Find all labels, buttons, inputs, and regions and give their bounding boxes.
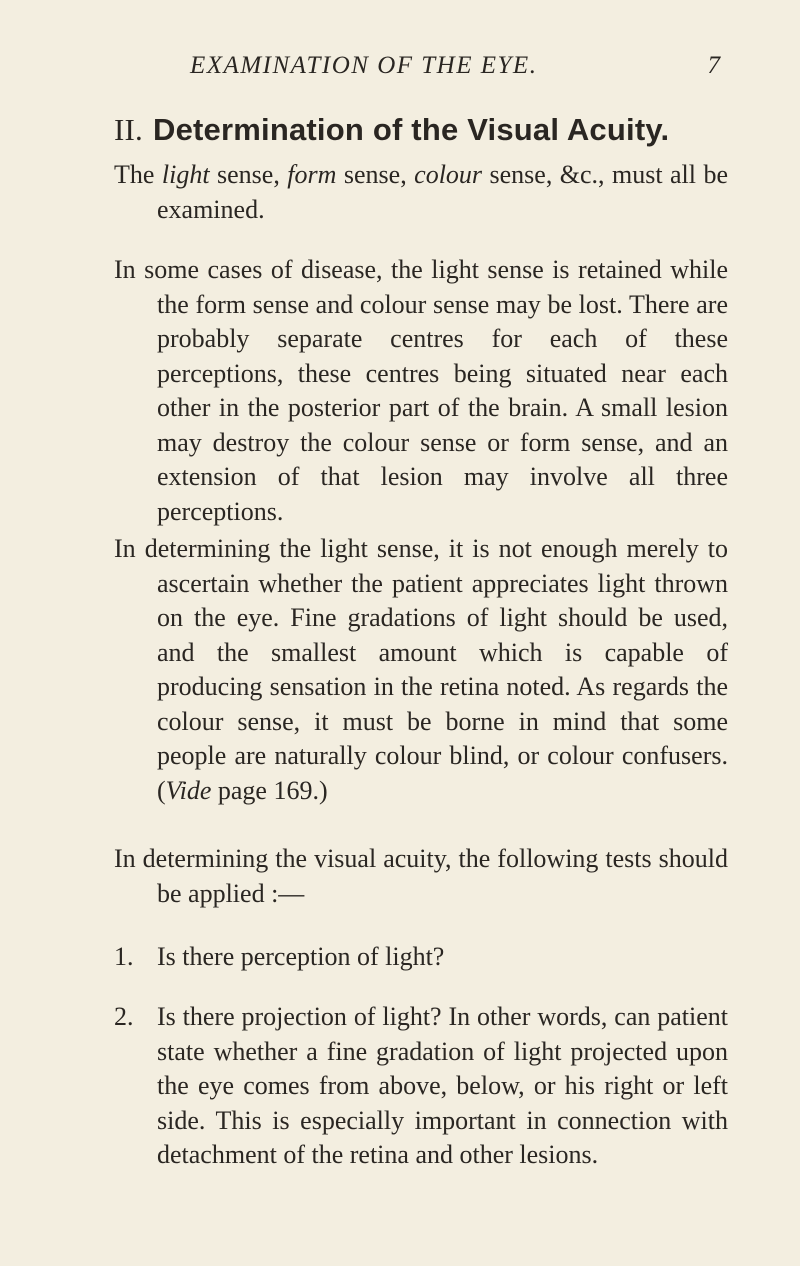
- list-text: Is there perception of light?: [157, 942, 445, 971]
- italic-term-form: form: [287, 160, 337, 189]
- section-heading-text: Determination of the Visual Acuity.: [153, 112, 670, 147]
- section-heading: [114, 112, 669, 148]
- paragraph-text: In some cases of disease, the light sense is retained while the form sense and colour sense may be lost. There are probably separate centres for each of these perceptions, these centres being situated near each other in the posterior part of the brain. A small lesion may destroy the colour sense or form sense, and an extension of that lesion may involve all three perceptions.: [114, 255, 728, 526]
- paragraph-text: sense, &c., must all be examined.: [157, 160, 728, 224]
- running-head: [190, 52, 720, 92]
- paragraph-light-sense: [114, 532, 728, 808]
- italic-term-colour: colour: [414, 160, 483, 189]
- list-number: 2.: [114, 1002, 134, 1031]
- section-numeral: II.: [114, 112, 143, 147]
- paragraph-tail: page 169.): [211, 775, 328, 805]
- page-number: 7: [707, 52, 720, 79]
- list-number: 1.: [114, 942, 134, 971]
- list-text: Is there projection of light? In other words, can patient state whether a fine gradation of light projected upon the eye comes from above, below, or his right or left side. This is especially important in connection with detachment of the retina and other lesions.: [157, 1002, 728, 1169]
- paragraph-senses: [114, 158, 728, 227]
- italic-vide: Vide: [165, 775, 212, 805]
- list-item: [114, 1000, 728, 1173]
- paragraph-text: In determining the visual acuity, the following tests should be applied :—: [114, 844, 728, 908]
- paragraph-text: sense,: [209, 160, 288, 189]
- list-item: [114, 940, 728, 975]
- paragraph-text: In determining the light sense, it is not enough merely to ascertain whether the patient appreciates light thrown on the eye. Fine gradations of light should be used, and the smallest amount which is capable of producing sensation in the retina noted. As regards the colour sense, it must be borne in mind that some people are naturally colour blind, or colour confusers. (: [114, 534, 728, 805]
- running-title: EXAMINATION OF THE EYE.: [190, 52, 538, 79]
- italic-term-light: light: [161, 160, 210, 189]
- paragraph-disease: [114, 253, 728, 529]
- paragraph-text: sense,: [336, 160, 415, 189]
- paragraph-text: The: [114, 160, 162, 189]
- paragraph-visual-acuity: [114, 842, 728, 911]
